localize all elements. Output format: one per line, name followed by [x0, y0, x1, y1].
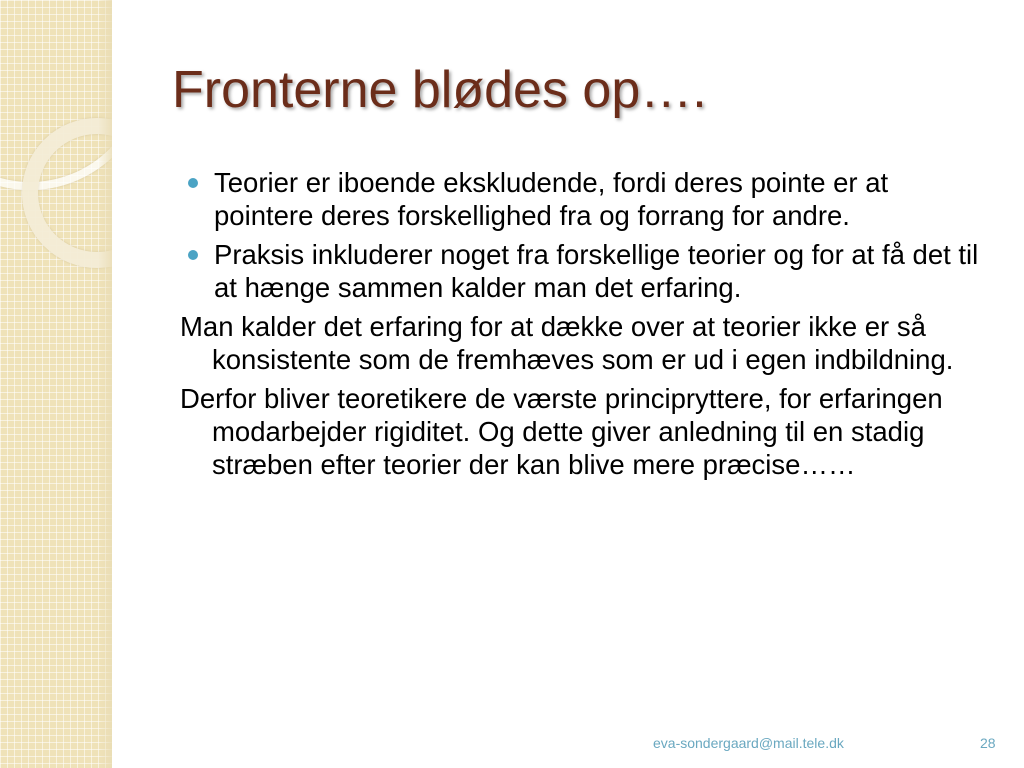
bullet-item — [182, 238, 995, 304]
bullet-dot-icon — [188, 178, 198, 188]
paragraph-item — [180, 310, 995, 376]
slide-title: Fronterne blødes op…. — [172, 61, 707, 119]
page-number: 28 — [980, 735, 996, 751]
bullet-item — [182, 166, 995, 232]
paragraph-text: Man kalder det erfaring for at dække over at teorier ikke er så konsistente som de fremhæves som er ud i egen indbildning. — [180, 311, 954, 375]
bullet-text: Teorier er iboende ekskludende, fordi deres pointe er at pointere deres forskellighed fra og forrang for andre. — [214, 167, 889, 231]
side-panel-shade — [98, 0, 112, 768]
bullet-dot-icon — [188, 250, 198, 260]
paragraph-text: Derfor bliver teoretikere de værste principryttere, for erfaringen modarbejder rigiditet. Og dette giver anledning til en stadig stræben efter teorier der kan blive mere præcise…… — [180, 383, 943, 480]
decorative-side-panel — [0, 0, 112, 768]
footer-email: eva-sondergaard@mail.tele.dk — [653, 735, 844, 751]
bullet-text: Praksis inkluderer noget fra forskellige teorier og for at få det til at hænge sammen kalder man det erfaring. — [214, 239, 979, 303]
slide-body — [180, 166, 995, 487]
paragraph-item — [180, 382, 995, 481]
